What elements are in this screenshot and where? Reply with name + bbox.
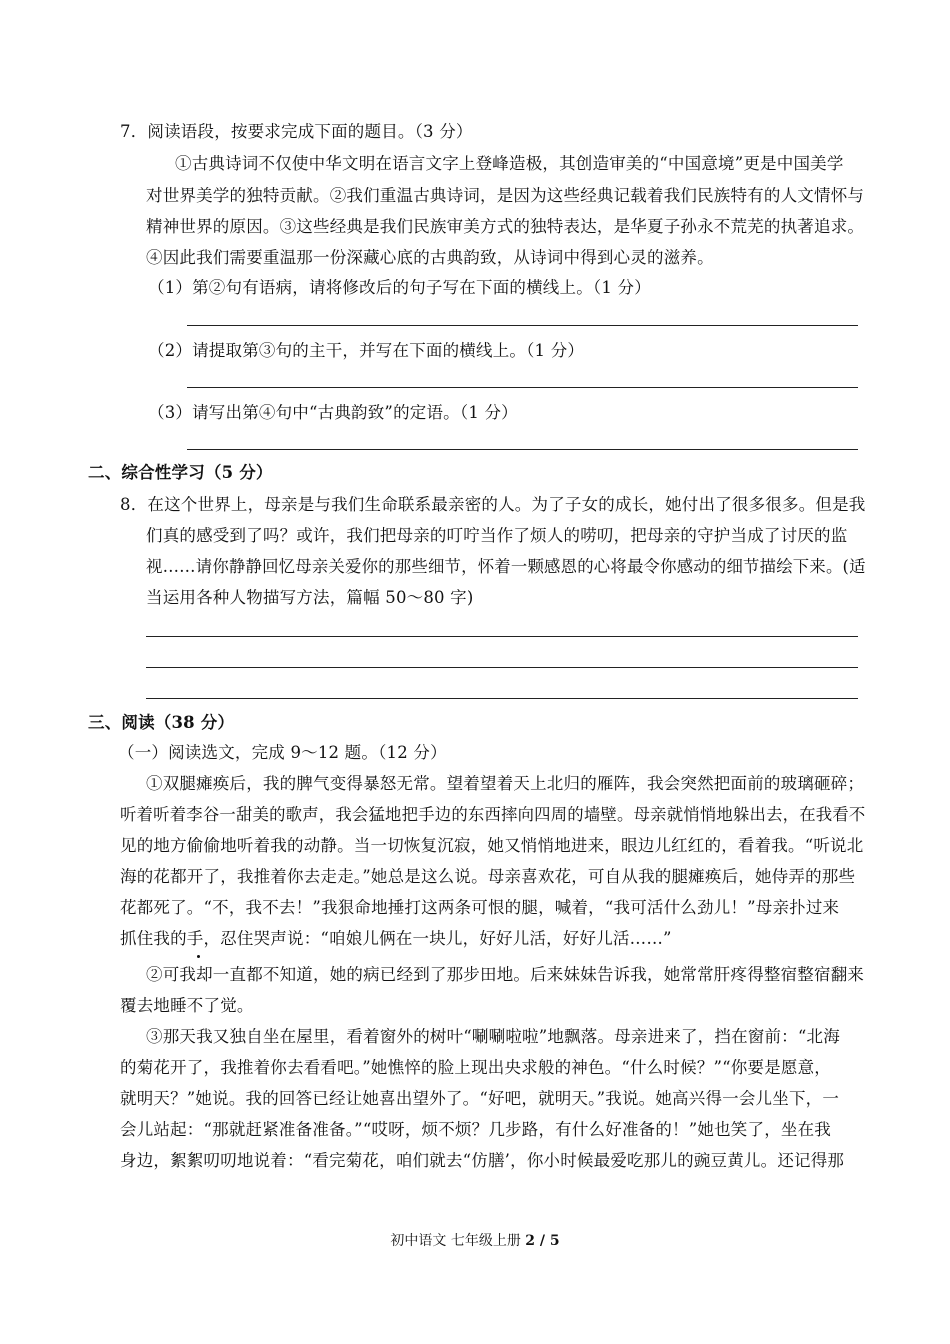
para1-line-4: 海的花都开了，我推着你去走走。”她总是这么说。母亲喜欢花，可自从我的腿瘫痪后，她侍弄的那些 (120, 867, 856, 886)
q8-line-2: 们真的感受到了吗？或许，我们把母亲的叮咛当作了烦人的唠叨，把母亲的守护当成了讨厌的监 (146, 526, 848, 545)
q8-line-3: 视……请你静静回忆母亲关爱你的那些细节，怀着一颗感恩的心将最令你感动的细节描绘下来。(适 (146, 557, 866, 576)
q7-passage-line-4: ④因此我们需要重温那一份深藏心底的古典韵致，从诗词中得到心灵的滋养。 (146, 248, 714, 267)
answer-line-q8-2[interactable] (146, 667, 858, 668)
q7-passage-line-2: 对世界美学的独特贡献。②我们重温古典诗词，是因为这些经典记载着我们民族特有的人文情怀与 (146, 186, 865, 205)
page-footer (0, 1231, 950, 1251)
para2-line-2: 覆去地睡不了觉。 (120, 996, 254, 1015)
q7-passage-line-3: 精神世界的原因。③这些经典是我们民族审美方式的独特表达，是华夏子孙永不荒芜的执著追求。 (146, 217, 865, 236)
reading-part1-title: （一）阅读选文，完成 9～12 题。（12 分） (118, 743, 447, 762)
para3-line-5: 身边，絮絮叨叨地说着：“看完菊花，咱们就去“仿膳’，你小时候最爱吃那儿的豌豆黄儿。还记得那 (120, 1151, 845, 1170)
para2-line-1: ②可我却一直都不知道，她的病已经到了那步田地。后来妹妹告诉我，她常常肝疼得整宿整宿翻来 (146, 965, 865, 984)
q7-sub1: （1）第②句有语病，请将修改后的句子写在下面的横线上。（1 分） (148, 278, 651, 297)
answer-line-q7-3[interactable] (187, 449, 858, 450)
para1-line-1: ①双腿瘫痪后，我的脾气变得暴怒无常。望着望着天上北归的雁阵，我会突然把面前的玻璃砸碎； (146, 774, 865, 793)
q7-title: 7．阅读语段，按要求完成下面的题目。（3 分） (120, 122, 473, 141)
emphasis-dot (197, 955, 200, 958)
q7-sub2: （2）请提取第③句的主干，并写在下面的横线上。（1 分） (148, 341, 585, 360)
para1-line-6: 抓住我的手，忍住哭声说：“咱娘儿俩在一块儿，好好儿活，好好儿活……” (120, 929, 672, 948)
para3-line-4: 会儿站起：“那就赶紧准备准备。”“哎呀，烦不烦？几步路，有什么好准备的！”她也笑了，坐在我 (120, 1120, 831, 1139)
para1-line-2: 听着听着李谷一甜美的歌声，我会猛地把手边的东西摔向四周的墙壁。母亲就悄悄地躲出去，在我看不 (120, 805, 866, 824)
answer-line-q8-3[interactable] (146, 698, 858, 699)
section3-heading: 三、阅读（38 分） (88, 713, 235, 732)
para3-line-3: 就明天？”她说。我的回答已经让她喜出望外了。“好吧，就明天。”我说。她高兴得一会儿坐下，一 (120, 1089, 840, 1108)
footer-text: 初中语文 七年级上册 (390, 1233, 526, 1249)
page-number: 2 / 5 (525, 1233, 560, 1249)
q7-sub3: （3）请写出第④句中“古典韵致”的定语。（1 分） (148, 403, 518, 422)
q8-line-4: 当运用各种人物描写方法，篇幅 50～80 字) (146, 588, 474, 607)
answer-line-q8-1[interactable] (146, 636, 858, 637)
para3-line-1: ③那天我又独自坐在屋里，看着窗外的树叶“唰唰啦啦”地飘落。母亲进来了，挡在窗前：“北海 (146, 1027, 840, 1046)
para1-line-3: 见的地方偷偷地听着我的动静。当一切恢复沉寂，她又悄悄地进来，眼边儿红红的，看着我。“听说北 (120, 836, 864, 855)
section2-heading: 二、综合性学习（5 分） (88, 463, 273, 482)
answer-line-q7-1[interactable] (187, 325, 858, 326)
answer-line-q7-2[interactable] (187, 387, 858, 388)
q7-passage-line-1: ①古典诗词不仅使中华文明在语言文字上登峰造极，其创造审美的“中国意境”更是中国美学 (175, 154, 844, 173)
q8-line-1: 8．在这个世界上，母亲是与我们生命联系最亲密的人。为了子女的成长，她付出了很多很多。但是我 (120, 495, 866, 514)
para1-line-5: 花都死了。“不，我不去！”我狠命地捶打这两条可恨的腿，喊着，“我可活什么劲儿！”母亲扑过来 (120, 898, 840, 917)
para3-line-2: 的菊花开了，我推着你去看看吧。”她憔悴的脸上现出央求般的神色。“什么时候？”“你要是愿意， (120, 1058, 831, 1077)
